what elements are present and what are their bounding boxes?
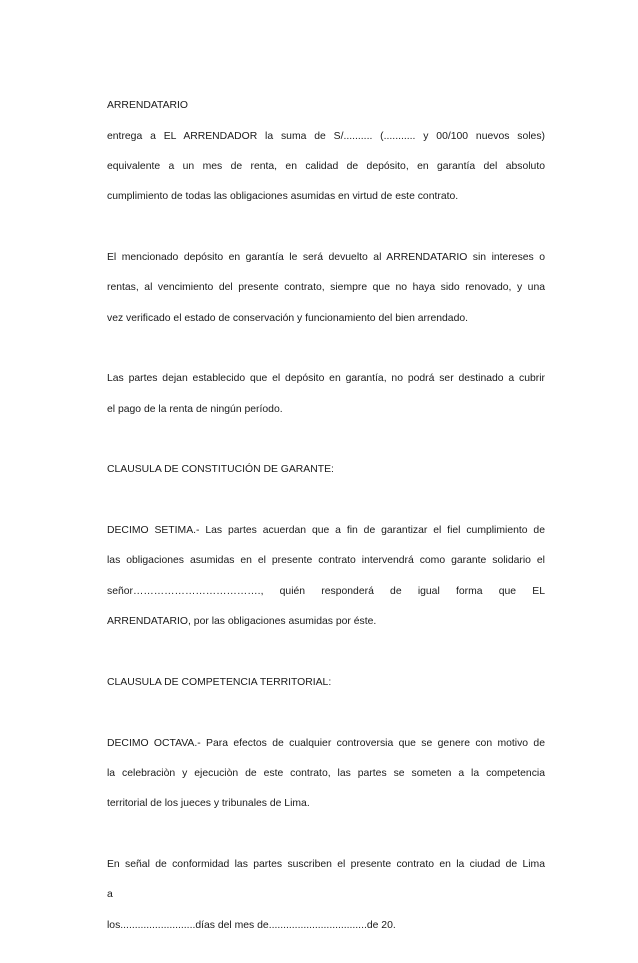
text-line: rentas, al vencimiento del presente contrato, siempre que no haya sido renovado, y una (107, 282, 545, 294)
clause-heading-jurisdiction (107, 660, 545, 706)
document-body (107, 83, 545, 963)
text-line: territorial de los jueces y tribunales de Lima. (107, 798, 310, 810)
text-line: cumplimiento de todas las obligaciones asumidas en virtud de este contrato. (107, 191, 459, 203)
text-line: equivalente a un mes de renta, en calidad de depósito, en garantía del absoluto (107, 161, 545, 173)
text-line: entrega a EL ARRENDADOR la suma de S/.......... (........... y 00/100 nuevos soles) (107, 130, 545, 142)
paragraph-signature-closing (107, 842, 545, 948)
text-line: señor………………………………., quién responderá de igual forma que EL (107, 585, 545, 597)
text-line: Las partes dejan establecido que el depósito en garantía, no podrá ser destinado a cubrir (107, 373, 545, 385)
text-line: vez verificado el estado de conservación y funcionamiento del bien arrendado. (107, 312, 469, 324)
paragraph-deposit-use (107, 356, 545, 432)
text-line: los..........................días del mes de..................................de 20. (107, 919, 396, 931)
text-line: la celebraciòn y ejecuciòn de este contrato, las partes se someten a la competencia (107, 767, 545, 779)
text-line: a (107, 889, 113, 901)
text-line: ARRENDATARIO (107, 100, 189, 112)
clause-heading-guarantor (107, 447, 545, 493)
paragraph-clause-seventeen (107, 508, 545, 645)
text-line: El mencionado depósito en garantía le será devuelto al ARRENDATARIO sin intereses o (107, 252, 545, 264)
text-line: DECIMO SETIMA.- Las partes acuerdan que a fin de garantizar el fiel cumplimiento de (107, 525, 545, 537)
section-heading: CLAUSULA DE COMPETENCIA TERRITORIAL: (107, 676, 332, 688)
text-line: el pago de la renta de ningún período. (107, 403, 283, 415)
text-line: las obligaciones asumidas en el presente contrato intervendrá como garante solidario el (107, 555, 545, 567)
paragraph-deposit (107, 83, 545, 220)
text-line: ARRENDATARIO, por las obligaciones asumidas por éste. (107, 616, 377, 628)
text-line: En señal de conformidad las partes suscriben el presente contrato en la ciudad de Lima (107, 858, 545, 870)
text-line: DECIMO OCTAVA.- Para efectos de cualquier controversia que se genere con motivo de (107, 737, 545, 749)
paragraph-deposit-return (107, 235, 545, 341)
section-heading: CLAUSULA DE CONSTITUCIÓN DE GARANTE: (107, 464, 334, 476)
paragraph-clause-eighteen (107, 720, 545, 826)
